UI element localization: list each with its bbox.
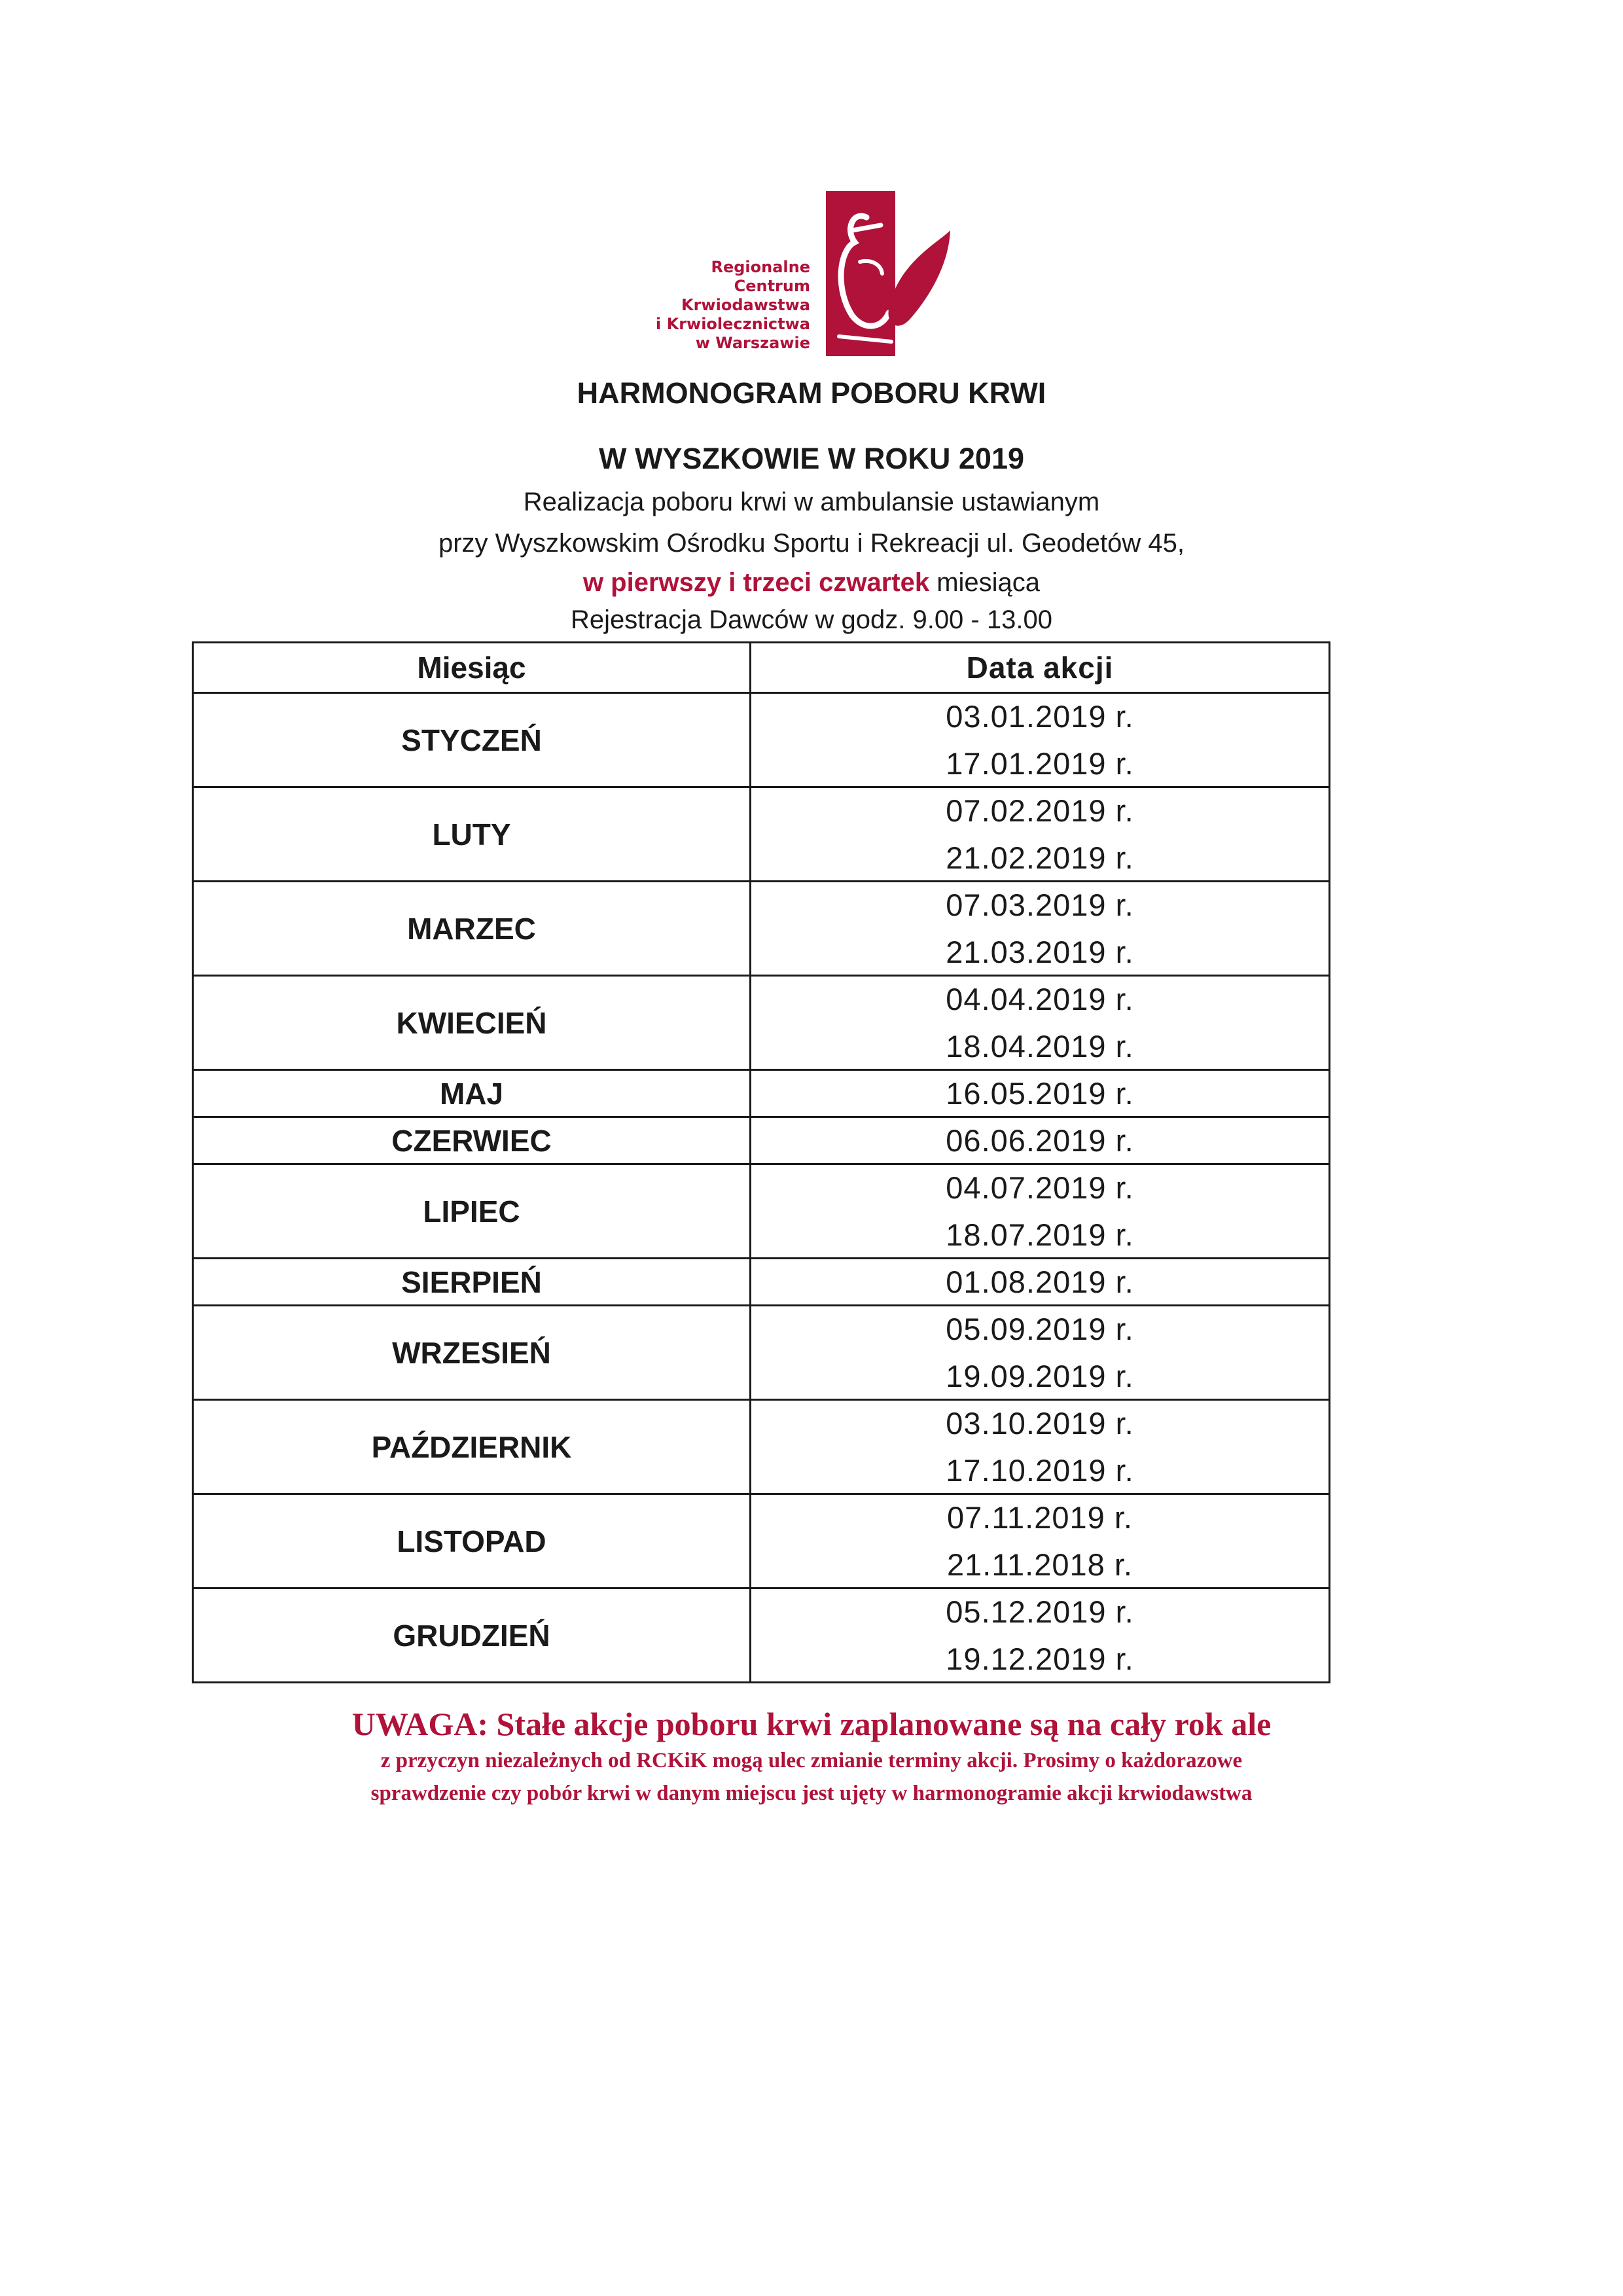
date-value: 07.02.2019 r. xyxy=(946,793,1134,828)
date-value: 01.08.2019 r. xyxy=(946,1264,1134,1299)
date-value: 03.10.2019 r. xyxy=(946,1405,1134,1441)
logo-line: Krwiodawstwa xyxy=(681,296,810,314)
dates-cell xyxy=(751,1259,1329,1304)
date-value: 19.12.2019 r. xyxy=(946,1641,1134,1676)
dates-cell xyxy=(751,1071,1329,1116)
date-value: 05.09.2019 r. xyxy=(946,1311,1134,1346)
dates-cell xyxy=(751,977,1329,1069)
dates-cell xyxy=(751,882,1329,975)
table-row xyxy=(194,1493,1329,1587)
dates-cell xyxy=(751,1118,1329,1163)
table-row xyxy=(194,1163,1329,1257)
logo-line: Centrum xyxy=(734,277,810,295)
date-value: 07.03.2019 r. xyxy=(946,887,1134,922)
month-cell: WRZESIEŃ xyxy=(194,1306,751,1399)
dates-cell xyxy=(751,1495,1329,1587)
note-headline: UWAGA: Stałe akcje poboru krwi zaplanowane są na cały rok ale xyxy=(351,1706,1272,1742)
month-cell: MARZEC xyxy=(194,882,751,975)
month-cell: SIERPIEŃ xyxy=(194,1259,751,1304)
month-cell: GRUDZIEŃ xyxy=(194,1589,751,1681)
date-value: 03.01.2019 r. xyxy=(946,698,1134,734)
table-header-row xyxy=(194,643,1329,692)
rckik-logo xyxy=(654,191,962,361)
dates-cell xyxy=(751,1306,1329,1399)
dates-cell xyxy=(751,1589,1329,1681)
table-row xyxy=(194,692,1329,786)
date-value: 18.04.2019 r. xyxy=(946,1028,1134,1064)
info-line-4: Rejestracja Dawców w godz. 9.00 - 13.00 xyxy=(571,605,1052,634)
date-value: 19.09.2019 r. xyxy=(946,1358,1134,1393)
logo-emblem-icon xyxy=(826,191,957,361)
table-row xyxy=(194,1304,1329,1399)
logo-text xyxy=(656,258,810,353)
table-row xyxy=(194,1069,1329,1116)
month-cell: STYCZEŃ xyxy=(194,694,751,786)
table-row xyxy=(194,1257,1329,1304)
date-value: 17.10.2019 r. xyxy=(946,1452,1134,1488)
month-cell: LISTOPAD xyxy=(194,1495,751,1587)
month-cell: MAJ xyxy=(194,1071,751,1116)
dates-cell xyxy=(751,1401,1329,1493)
logo-line: w Warszawie xyxy=(695,334,810,352)
dates-cell xyxy=(751,694,1329,786)
date-value: 04.04.2019 r. xyxy=(946,981,1134,1016)
date-value: 21.02.2019 r. xyxy=(946,840,1134,875)
table-row xyxy=(194,786,1329,880)
month-cell: LUTY xyxy=(194,788,751,880)
date-value: 21.03.2019 r. xyxy=(946,934,1134,969)
schedule-table xyxy=(192,641,1330,1683)
date-value: 21.11.2018 r. xyxy=(947,1547,1133,1582)
dates-cell xyxy=(751,788,1329,880)
date-value: 04.07.2019 r. xyxy=(946,1170,1134,1205)
date-value: 07.11.2019 r. xyxy=(947,1499,1133,1535)
page-subtitle: W WYSZKOWIE W ROKU 2019 xyxy=(598,442,1025,475)
table-row xyxy=(194,1116,1329,1163)
table-row xyxy=(194,1587,1329,1681)
date-value: 05.12.2019 r. xyxy=(946,1594,1134,1629)
page-title: HARMONOGRAM POBORU KRWI xyxy=(577,376,1046,410)
month-cell: KWIECIEŃ xyxy=(194,977,751,1069)
header-month: Miesiąc xyxy=(194,643,751,692)
date-value: 06.06.2019 r. xyxy=(946,1122,1134,1158)
note-line-3: sprawdzenie czy pobór krwi w danym miejscu jest ujęty w harmonogramie akcji krwiodawstwa xyxy=(370,1782,1253,1805)
date-value: 16.05.2019 r. xyxy=(946,1075,1134,1111)
date-value: 18.07.2019 r. xyxy=(946,1217,1134,1252)
logo-line: Regionalne xyxy=(711,258,810,276)
month-cell: CZERWIEC xyxy=(194,1118,751,1163)
table-row xyxy=(194,880,1329,975)
info-rest: miesiąca xyxy=(929,568,1041,597)
month-cell: PAŹDZIERNIK xyxy=(194,1401,751,1493)
date-value: 17.01.2019 r. xyxy=(946,745,1134,781)
header-dates: Data akcji xyxy=(966,651,1114,685)
info-accent: w pierwszy i trzeci czwartek xyxy=(582,568,930,597)
table-row xyxy=(194,1399,1329,1493)
dates-cell xyxy=(751,1165,1329,1257)
table-row xyxy=(194,975,1329,1069)
month-cell: LIPIEC xyxy=(194,1165,751,1257)
info-line-3 xyxy=(0,568,1623,598)
info-line-1: Realizacja poboru krwi w ambulansie ustawianym xyxy=(523,488,1100,516)
logo-line: i Krwiolecznictwa xyxy=(656,315,810,333)
info-line-2: przy Wyszkowskim Ośrodku Sportu i Rekreacji ul. Geodetów 45, xyxy=(438,529,1185,558)
note-line-2: z przyczyn niezależnych od RCKiK mogą ulec zmianie terminy akcji. Prosimy o każdorazowe xyxy=(380,1749,1243,1772)
